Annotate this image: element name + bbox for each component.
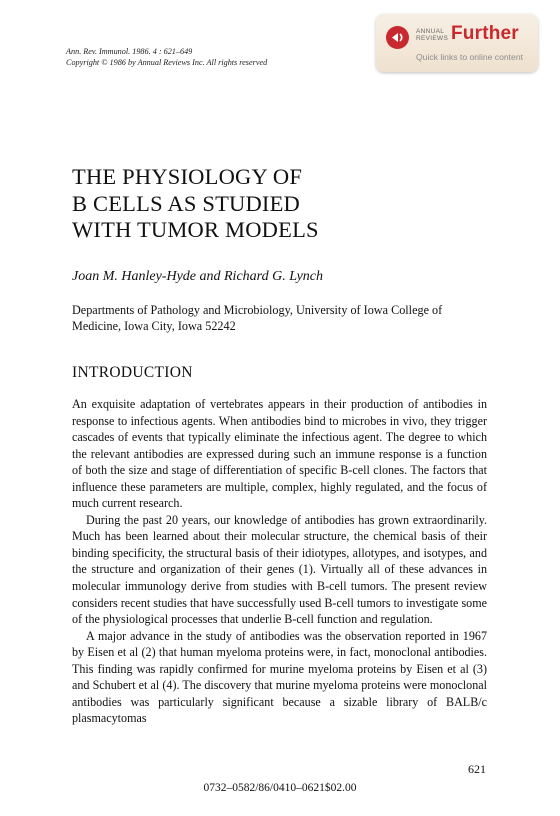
body-paragraph-1: An exquisite adaptation of vertebrates appears in their production of antibodies in response to infectious agents. When antibodies bind to microbes in vivo, they trigger cascades of events that typically eliminate the infectious agent. The degree to which the relevant antibodies are expressed during such an immune response is a function of both the size and stage of differentiation of specific B-cell clones. The factors that influence these parameters are multiple, complex, highly regulated, and the focus of much current research.	[72, 397, 487, 511]
body-paragraph-3: A major advance in the study of antibodies was the observation reported in 1967 by Eisen et al (2) that human myeloma proteins were, in fact, monoclonal antibodies. This finding was rapidly confirmed for murine myeloma proteins by Eisen et al (3) and Schubert et al (4). The discovery that murine myeloma proteins were monoclonal antibodies was particularly significant because a sizable library of BALB/c plasmacytomas	[72, 628, 487, 726]
body-paragraph-2: During the past 20 years, our knowledge of antibodies has grown extraordinarily. Much has been learned about their molecular structure, the chemical basis of their binding specificity, the structural basis of their idiotypes, allotypes, and isotypes, and the structure and organization of their genes (1). Virtually all of these advances in molecular immunology derive from studies with B-cell tumors. The present review considers recent studies that have successfully used B-cell tumors to investigate some of the physiological processes that underlie B-cell function and regulation.	[72, 512, 487, 627]
journal-citation	[66, 46, 267, 68]
badge-annual: ANNUAL	[416, 28, 445, 35]
article-code: 0732–0582/86/0410–0621$02.00	[203, 782, 357, 794]
badge-annual-reviews	[416, 28, 448, 42]
further-links-badge[interactable]	[376, 14, 538, 72]
badge-reviews: REVIEWS	[416, 35, 449, 42]
section-heading-introduction: INTRODUCTION	[72, 364, 193, 381]
journal-line: Ann. Rev. Immunol. 1986. 4 : 621–649	[66, 47, 193, 56]
copyright-line: Copyright © 1986 by Annual Reviews Inc. All rights reserved	[66, 58, 268, 67]
badge-subtext: Quick links to online content	[416, 52, 524, 62]
article-title: THE PHYSIOLOGY OF B CELLS AS STUDIED WITH TUMOR MODELS	[72, 164, 319, 242]
author-affiliation: Departments of Pathology and Microbiology, University of Iowa College of Medicine, Iowa City, Iowa 52242	[72, 303, 443, 333]
badge-further: Further	[451, 23, 519, 44]
page-number: 621	[468, 762, 486, 776]
annual-reviews-logo-icon	[386, 26, 409, 49]
article-body	[72, 396, 487, 727]
article-authors: Joan M. Hanley-Hyde and Richard G. Lynch	[72, 269, 323, 284]
